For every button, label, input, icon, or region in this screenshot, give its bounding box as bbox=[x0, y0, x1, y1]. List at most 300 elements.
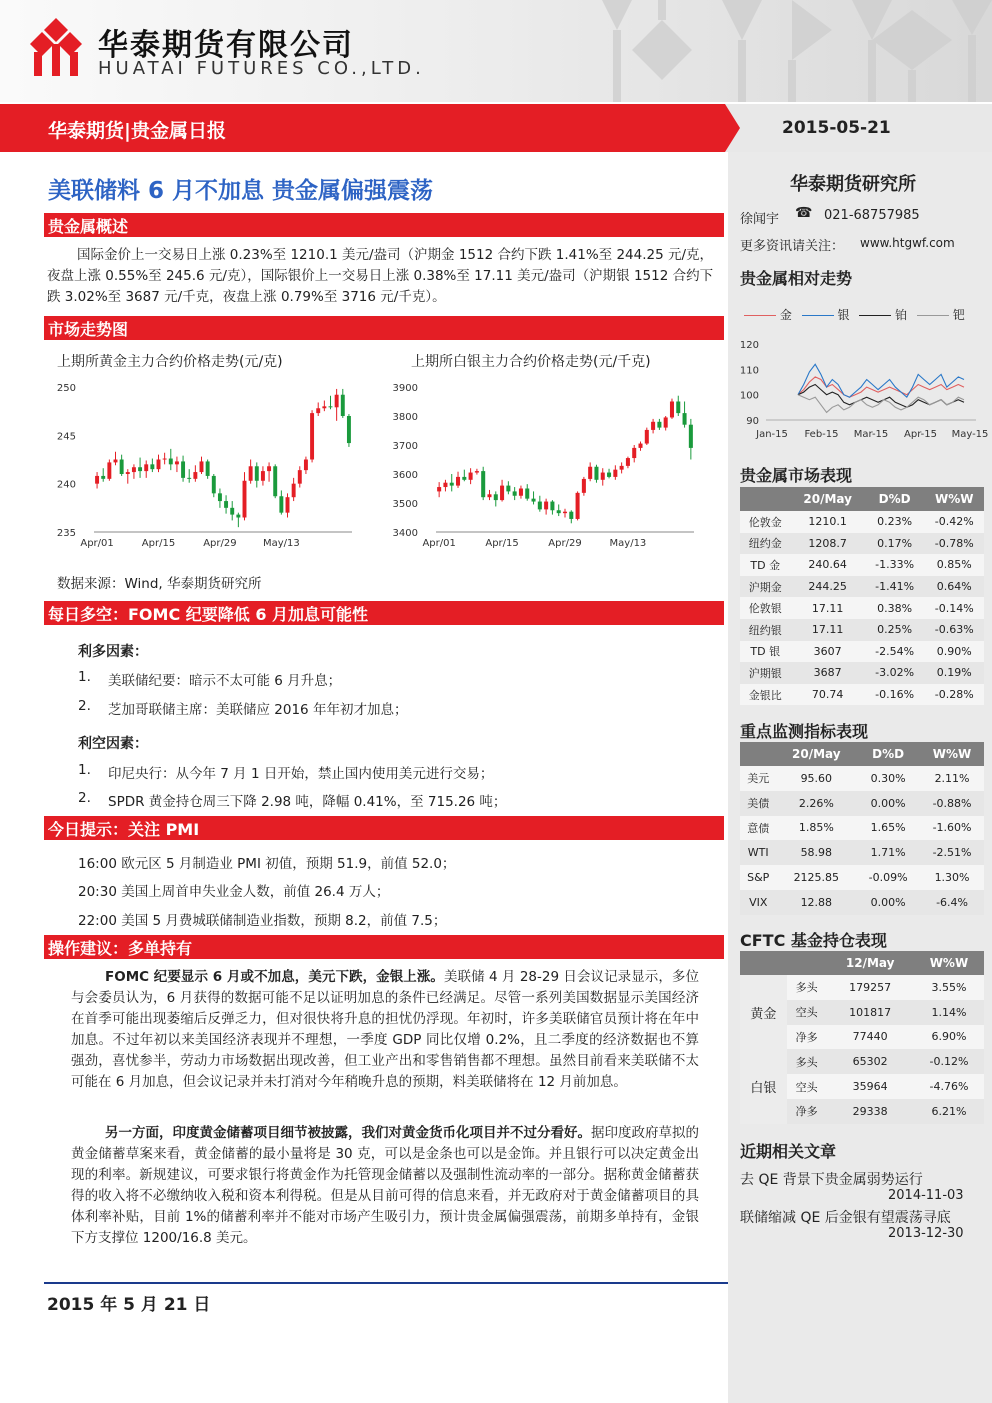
candle bbox=[218, 489, 222, 508]
cftc-cell: 179257 bbox=[826, 975, 913, 1000]
market-row bbox=[740, 576, 984, 598]
candle-body bbox=[588, 467, 592, 479]
candle-body bbox=[456, 477, 460, 486]
indicator-cell: -2.51% bbox=[920, 840, 984, 865]
indicator-cell: 95.60 bbox=[776, 766, 856, 791]
advice-lead-2: 另一方面，印度黄金储蓄项目细节被披露，我们对黄金货币化项目并不过分看好。 bbox=[105, 1125, 591, 1141]
market-cell: 0.17% bbox=[865, 533, 925, 555]
candle bbox=[557, 504, 561, 516]
candle bbox=[569, 510, 573, 523]
candle-body bbox=[487, 494, 491, 497]
market-cell: 3607 bbox=[791, 641, 865, 663]
bull-item-number: 1. bbox=[78, 669, 91, 685]
candle bbox=[607, 469, 611, 479]
indicator-cell: 2.11% bbox=[920, 766, 984, 791]
cftc-cell: 29338 bbox=[826, 1099, 913, 1124]
candle-body bbox=[664, 417, 668, 427]
candle-body bbox=[613, 470, 617, 477]
tip-item: 16:00 欧元区 5 月制造业 PMI 初值，预期 51.9，前值 52.0； bbox=[78, 856, 456, 872]
y-tick-label: 250 bbox=[56, 383, 76, 394]
cftc-cell: 3.55% bbox=[914, 975, 984, 1000]
candle-body bbox=[243, 481, 247, 518]
candle bbox=[689, 419, 693, 460]
trend-y-tick-label: 100 bbox=[739, 390, 759, 402]
indicator-cell: 意债 bbox=[740, 816, 776, 841]
candle-body bbox=[157, 460, 161, 470]
candle-body bbox=[310, 413, 314, 459]
candle bbox=[670, 399, 674, 419]
candle bbox=[286, 493, 290, 517]
candle bbox=[638, 442, 642, 451]
candle bbox=[144, 460, 148, 477]
recent-article-date: 2014-11-03 bbox=[888, 1188, 964, 1203]
candle-body bbox=[651, 422, 655, 430]
trend-line-silver bbox=[798, 364, 964, 397]
candle bbox=[601, 468, 605, 485]
indicator-cell: 1.65% bbox=[856, 816, 920, 841]
candle-body bbox=[626, 458, 630, 466]
market-row bbox=[740, 511, 984, 533]
indicator-cell: -1.60% bbox=[920, 816, 984, 841]
y-tick-label: 3400 bbox=[392, 528, 418, 539]
y-tick-label: 3600 bbox=[392, 470, 418, 481]
advice-paragraph-1 bbox=[71, 967, 699, 1093]
market-cell: TD 银 bbox=[740, 641, 791, 663]
market-row bbox=[740, 684, 984, 706]
indicator-cell: 1.71% bbox=[856, 840, 920, 865]
institute-name: 华泰期货研究所 bbox=[790, 174, 916, 195]
candle bbox=[175, 457, 179, 472]
candle bbox=[443, 480, 447, 492]
market-cell: -0.14% bbox=[924, 597, 984, 619]
candle bbox=[279, 490, 283, 514]
phone-icon: ☎ bbox=[795, 205, 813, 221]
candle bbox=[95, 472, 99, 488]
candle-body bbox=[638, 444, 642, 448]
candle-body bbox=[443, 483, 447, 487]
candle bbox=[620, 462, 624, 473]
analyst-name: 徐闻宇 bbox=[740, 212, 780, 227]
candle-body bbox=[632, 448, 636, 458]
market-cell: 金银比 bbox=[740, 684, 791, 706]
candle-body bbox=[126, 472, 130, 474]
market-cell: 244.25 bbox=[791, 576, 865, 598]
candle-body bbox=[469, 473, 473, 480]
candle-body bbox=[212, 476, 216, 493]
indicator-row bbox=[740, 890, 984, 915]
indicator-column-header bbox=[740, 742, 776, 766]
more-info-label: 更多资讯请关注： bbox=[740, 239, 845, 254]
candle-body bbox=[107, 462, 111, 478]
candle-body bbox=[150, 464, 154, 469]
candle-body bbox=[230, 508, 234, 515]
tip-item: 20:30 美国上周首申失业金人数，前值 26.4 万人； bbox=[78, 884, 390, 900]
candle-body bbox=[193, 472, 197, 479]
candle-body bbox=[506, 486, 510, 492]
indicator-cell: WTI bbox=[740, 840, 776, 865]
candle-body bbox=[175, 461, 179, 464]
x-tick-label: Apr/29 bbox=[548, 538, 582, 549]
indicator-cell: 2.26% bbox=[776, 791, 856, 816]
indicator-row bbox=[740, 816, 984, 841]
candle-body bbox=[550, 502, 554, 511]
candle bbox=[525, 484, 529, 501]
candle-body bbox=[273, 466, 277, 496]
indicator-row bbox=[740, 840, 984, 865]
market-cell: -1.41% bbox=[865, 576, 925, 598]
trend-legend bbox=[744, 306, 965, 323]
cftc-group-label: 白银 bbox=[740, 1049, 787, 1123]
x-tick-label: Apr/01 bbox=[422, 538, 456, 549]
candle-body bbox=[670, 402, 674, 418]
trend-y-tick-label: 120 bbox=[739, 340, 759, 351]
candle-body bbox=[544, 502, 548, 510]
candle bbox=[298, 466, 302, 487]
candle-body bbox=[563, 512, 567, 513]
candle bbox=[224, 495, 228, 513]
candle-body bbox=[298, 470, 302, 484]
candle-body bbox=[582, 479, 586, 493]
market-cell: TD 金 bbox=[740, 554, 791, 576]
report-name: 华泰期货|贵金属日报 bbox=[48, 120, 226, 142]
candle bbox=[132, 464, 136, 479]
candle bbox=[347, 414, 351, 447]
legend-swatch-gold bbox=[744, 315, 776, 316]
candle bbox=[292, 478, 296, 501]
candle-body bbox=[437, 487, 441, 491]
candle bbox=[200, 457, 204, 474]
legend-platinum: 铂 bbox=[895, 308, 908, 322]
bull-item: 美联储纪要：暗示不太可能 6 月升息； bbox=[108, 673, 342, 689]
candle-body bbox=[494, 494, 498, 500]
candle bbox=[645, 428, 649, 445]
candle bbox=[487, 490, 491, 500]
market-cell: 纽约银 bbox=[740, 619, 791, 641]
indicator-cell: 12.88 bbox=[776, 890, 856, 915]
report-date: 2015-05-21 bbox=[782, 118, 891, 138]
candle-body bbox=[500, 486, 504, 501]
indicator-row bbox=[740, 766, 984, 791]
candle-body bbox=[481, 471, 485, 497]
candle bbox=[532, 491, 536, 504]
candle-body bbox=[329, 406, 333, 407]
candle bbox=[519, 486, 523, 499]
market-cell: -0.63% bbox=[924, 619, 984, 641]
candle bbox=[249, 460, 253, 484]
report-header bbox=[0, 0, 992, 102]
market-row bbox=[740, 597, 984, 619]
cftc-cell: 77440 bbox=[826, 1025, 913, 1050]
footer-divider bbox=[44, 1282, 728, 1284]
candle-body bbox=[187, 478, 191, 479]
candle bbox=[101, 468, 105, 482]
section-heading-tips: 今日提示：关注 PMI bbox=[44, 816, 724, 840]
candle-body bbox=[236, 515, 240, 518]
y-tick-label: 235 bbox=[56, 528, 76, 539]
relative-trend-chart bbox=[736, 334, 989, 444]
indicator-cell: 0.00% bbox=[856, 791, 920, 816]
candle bbox=[255, 462, 259, 487]
candle-body bbox=[224, 501, 228, 508]
x-tick-label: May/13 bbox=[609, 538, 647, 549]
cftc-column-header bbox=[787, 951, 827, 975]
cftc-cell: 65302 bbox=[826, 1049, 913, 1074]
candle-body bbox=[341, 395, 345, 416]
market-cell: 0.64% bbox=[924, 576, 984, 598]
candle-body bbox=[132, 467, 136, 472]
candle bbox=[273, 464, 277, 498]
market-cell: -0.28% bbox=[924, 684, 984, 706]
indicator-cell: VIX bbox=[740, 890, 776, 915]
section-heading-advice: 操作建议：多单持有 bbox=[44, 935, 724, 959]
company-logo bbox=[28, 18, 84, 76]
y-tick-label: 245 bbox=[56, 431, 76, 443]
candle-body bbox=[657, 422, 661, 428]
candle-body bbox=[255, 466, 259, 481]
candle bbox=[676, 396, 680, 416]
candle-body bbox=[347, 416, 351, 443]
market-cell: 3687 bbox=[791, 662, 865, 684]
cftc-cell: 净多 bbox=[787, 1025, 827, 1050]
cftc-cell: -0.12% bbox=[914, 1049, 984, 1074]
candle bbox=[316, 402, 320, 416]
candle bbox=[450, 474, 454, 491]
advice-body-2: 据印度政府草拟的黄金储蓄草案来看，黄金储蓄的最小量将是 30 克，可以是金条也可以是金饰。并且银行可以决定黄金出现的利率。新规建议，可要求银行将黄金作为托管现金储蓄以及强制性流动率的一部分。据称黄金储蓄获得的收入将不必缴纳收入税和资本利得税。但是从目前可得的信息来看，并无政府对于黄金储蓄项目的具体利率补贴，目前 1%的储蓄利率并不能对市场产生吸引力，预计贵金属偏强震荡，前期多单持有，金银下方支撑位 1200/16.8 美元。 bbox=[71, 1125, 699, 1246]
candle bbox=[107, 460, 111, 481]
market-cell: 1208.7 bbox=[791, 533, 865, 555]
candle-body bbox=[513, 491, 517, 495]
market-cell: 1210.1 bbox=[791, 511, 865, 533]
candle bbox=[538, 496, 542, 512]
indicator-row bbox=[740, 865, 984, 890]
candle-body bbox=[261, 471, 265, 481]
cftc-row bbox=[740, 975, 984, 1000]
candle-body bbox=[620, 466, 624, 470]
candle bbox=[169, 449, 173, 470]
candle bbox=[206, 460, 210, 479]
candle-body bbox=[538, 502, 542, 510]
recent-article-date: 2013-12-30 bbox=[888, 1226, 964, 1241]
bear-item: 印尼央行：从今年 7 月 1 日开始，禁止国内使用美元进行交易； bbox=[108, 766, 494, 782]
candle bbox=[267, 462, 271, 481]
candle-body bbox=[450, 483, 454, 486]
candle bbox=[230, 501, 234, 520]
market-cell: -0.16% bbox=[865, 684, 925, 706]
bear-item-number: 2. bbox=[78, 790, 91, 806]
recent-article-title[interactable]: 去 QE 背景下贵金属弱势运行 bbox=[740, 1172, 923, 1188]
candle bbox=[506, 481, 510, 494]
candle bbox=[181, 456, 185, 482]
candle bbox=[114, 452, 118, 466]
gold-chart-title: 上期所黄金主力合约价格走势(元/克) bbox=[57, 354, 283, 370]
candle-body bbox=[169, 459, 173, 465]
candle-body bbox=[120, 460, 124, 475]
bull-item-number: 2. bbox=[78, 698, 91, 714]
candle bbox=[462, 470, 466, 482]
market-cell: -0.42% bbox=[924, 511, 984, 533]
indicator-cell: 美债 bbox=[740, 791, 776, 816]
y-tick-label: 240 bbox=[56, 479, 76, 491]
cftc-cell: 6.90% bbox=[914, 1025, 984, 1050]
cftc-cell: 6.21% bbox=[914, 1099, 984, 1124]
market-cell: -2.54% bbox=[865, 641, 925, 663]
bear-item-number: 1. bbox=[78, 762, 91, 778]
market-column-header: W%W bbox=[924, 487, 984, 511]
candle-body bbox=[322, 406, 326, 408]
y-tick-label: 3500 bbox=[392, 499, 418, 510]
recent-article-title[interactable]: 联储缩减 QE 后金银有望震荡寻底 bbox=[740, 1210, 951, 1226]
trend-x-tick-label: Mar-15 bbox=[853, 429, 889, 440]
cftc-cell: 多头 bbox=[787, 975, 827, 1000]
candle bbox=[494, 491, 498, 506]
candle-body bbox=[144, 464, 148, 471]
candle-body bbox=[163, 459, 167, 460]
trend-x-tick-label: May-15 bbox=[951, 429, 989, 440]
market-cell: 70.74 bbox=[791, 684, 865, 706]
candle bbox=[193, 465, 197, 481]
cftc-row bbox=[740, 1049, 984, 1074]
y-tick-label: 3900 bbox=[392, 383, 418, 394]
cftc-cell: 101817 bbox=[826, 1000, 913, 1025]
trend-line-platinum bbox=[798, 385, 964, 408]
candle bbox=[138, 458, 142, 478]
market-cell: 0.19% bbox=[924, 662, 984, 684]
candle bbox=[469, 468, 473, 484]
advice-lead-1: FOMC 纪要显示 6 月或不加息，美元下跌，金银上涨。 bbox=[105, 969, 444, 985]
candle bbox=[683, 402, 687, 428]
indicator-heading: 重点监测指标表现 bbox=[740, 722, 869, 741]
candle bbox=[550, 500, 554, 514]
market-cell: 伦敦银 bbox=[740, 597, 791, 619]
section-heading-overview: 贵金属概述 bbox=[44, 213, 724, 237]
indicator-column-header: W%W bbox=[920, 742, 984, 766]
candle-body bbox=[594, 467, 598, 480]
cftc-cell: 35964 bbox=[826, 1074, 913, 1099]
recent-heading: 近期相关文章 bbox=[740, 1142, 837, 1161]
indicator-cell: 1.85% bbox=[776, 816, 856, 841]
indicator-cell: -6.4% bbox=[920, 890, 984, 915]
x-tick-label: Apr/01 bbox=[80, 538, 114, 549]
market-column-header: D%D bbox=[865, 487, 925, 511]
legend-swatch-silver bbox=[802, 315, 834, 316]
candle-body bbox=[279, 496, 283, 512]
candle-body bbox=[525, 489, 529, 499]
bear-item: SPDR 黄金持仓周三下降 2.98 吨，降幅 0.41%，至 715.26 吨； bbox=[108, 794, 507, 810]
market-cell: -1.33% bbox=[865, 554, 925, 576]
market-cell: 0.38% bbox=[865, 597, 925, 619]
indicator-cell: S&P bbox=[740, 865, 776, 890]
indicator-column-header: D%D bbox=[856, 742, 920, 766]
market-column-header bbox=[740, 487, 791, 511]
cftc-cell: 多头 bbox=[787, 1049, 827, 1074]
market-cell: 0.90% bbox=[924, 641, 984, 663]
market-cell: 0.25% bbox=[865, 619, 925, 641]
bear-factors-label: 利空因素： bbox=[78, 736, 148, 752]
cftc-column-header: 12/May bbox=[826, 951, 913, 975]
trend-line-palladium bbox=[798, 395, 964, 413]
candle-body bbox=[206, 461, 210, 476]
legend-palladium: 钯 bbox=[952, 308, 965, 322]
cftc-column-header bbox=[740, 951, 787, 975]
candle-body bbox=[335, 395, 339, 408]
candle-body bbox=[683, 413, 687, 425]
candle bbox=[481, 467, 485, 500]
candle bbox=[335, 389, 339, 421]
market-row bbox=[740, 662, 984, 684]
candle bbox=[126, 469, 130, 484]
candle bbox=[243, 472, 247, 520]
candle bbox=[157, 455, 161, 472]
candle-body bbox=[95, 476, 99, 484]
market-cell: -3.02% bbox=[865, 662, 925, 684]
candle bbox=[576, 491, 580, 520]
indicator-cell: -0.09% bbox=[856, 865, 920, 890]
market-cell: -0.78% bbox=[924, 533, 984, 555]
candle-body bbox=[601, 473, 605, 480]
indicator-row bbox=[740, 791, 984, 816]
report-band bbox=[0, 104, 992, 152]
candle bbox=[588, 462, 592, 481]
footer-date: 2015 年 5 月 21 日 bbox=[47, 1295, 211, 1315]
trend-y-tick-label: 90 bbox=[746, 416, 759, 427]
cftc-cell: 空头 bbox=[787, 1000, 827, 1025]
candle bbox=[187, 469, 191, 483]
candle bbox=[329, 396, 333, 410]
section-heading-daily: 每日多空：FOMC 纪要降低 6 月加息可能性 bbox=[44, 601, 724, 625]
market-row bbox=[740, 641, 984, 663]
bull-factors-label: 利多因素： bbox=[78, 644, 148, 660]
website-link[interactable]: www.htgwf.com bbox=[860, 236, 955, 250]
candle-body bbox=[576, 493, 580, 519]
candle bbox=[651, 419, 655, 434]
cftc-cell: -4.76% bbox=[914, 1074, 984, 1099]
silver-candlestick-chart bbox=[394, 376, 704, 558]
market-cell: 0.85% bbox=[924, 554, 984, 576]
indicator-table bbox=[740, 742, 984, 915]
candle bbox=[582, 477, 586, 496]
candle-body bbox=[689, 425, 693, 448]
market-heading: 贵金属市场表现 bbox=[740, 466, 853, 485]
candle bbox=[212, 474, 216, 497]
candle bbox=[456, 472, 460, 488]
advice-body-1: 美联储 4 月 28-29 日会议记录显示，多位与会委员认为，6 月获得的数据可能不足以证明加息的条件已经满足。尽管一系列美国数据显示美国经济在首季可能出现萎缩后反弹乏力，但对很快将升息的担忧仍浮现。年初时，许多美联储官员预计将在年中加息。不过年初以来美国经济表现并不理想，一季度 GDP 同比仅增 0.2%，且二季度的经济数据也不算强劲，喜忧参半，劳动力市场数据出现改善，但工业产出和零售销售都不理想。虽然目前看来美联储不太可能在 6 月加息，但会议记录并未打消对今年稍晚升息的预期，料美联储将在 12 月前加息。 bbox=[71, 969, 699, 1090]
market-cell: 纽约金 bbox=[740, 533, 791, 555]
advice-paragraph-2 bbox=[71, 1123, 699, 1249]
candle-body bbox=[645, 430, 649, 444]
trend-heading: 贵金属相对走势 bbox=[740, 269, 853, 288]
candle-body bbox=[304, 460, 308, 471]
cftc-cell: 净多 bbox=[787, 1099, 827, 1124]
trend-x-tick-label: Apr-15 bbox=[904, 429, 937, 440]
candle-body bbox=[249, 466, 253, 481]
candle-body bbox=[557, 510, 561, 513]
candle-body bbox=[267, 466, 271, 471]
candle bbox=[657, 419, 661, 430]
candle-body bbox=[607, 473, 611, 477]
x-tick-label: Apr/15 bbox=[485, 538, 519, 549]
candle bbox=[544, 499, 548, 515]
indicator-cell: 58.98 bbox=[776, 840, 856, 865]
candle bbox=[150, 459, 154, 473]
indicator-cell: 美元 bbox=[740, 766, 776, 791]
candle bbox=[500, 480, 504, 502]
market-cell: 0.23% bbox=[865, 511, 925, 533]
candle bbox=[563, 509, 567, 518]
candle bbox=[475, 469, 479, 475]
x-tick-label: May/13 bbox=[262, 538, 300, 549]
tip-item: 22:00 美国 5 月费城联储制造业指数，预期 8.2，前值 7.5； bbox=[78, 913, 447, 929]
candle bbox=[163, 453, 167, 465]
